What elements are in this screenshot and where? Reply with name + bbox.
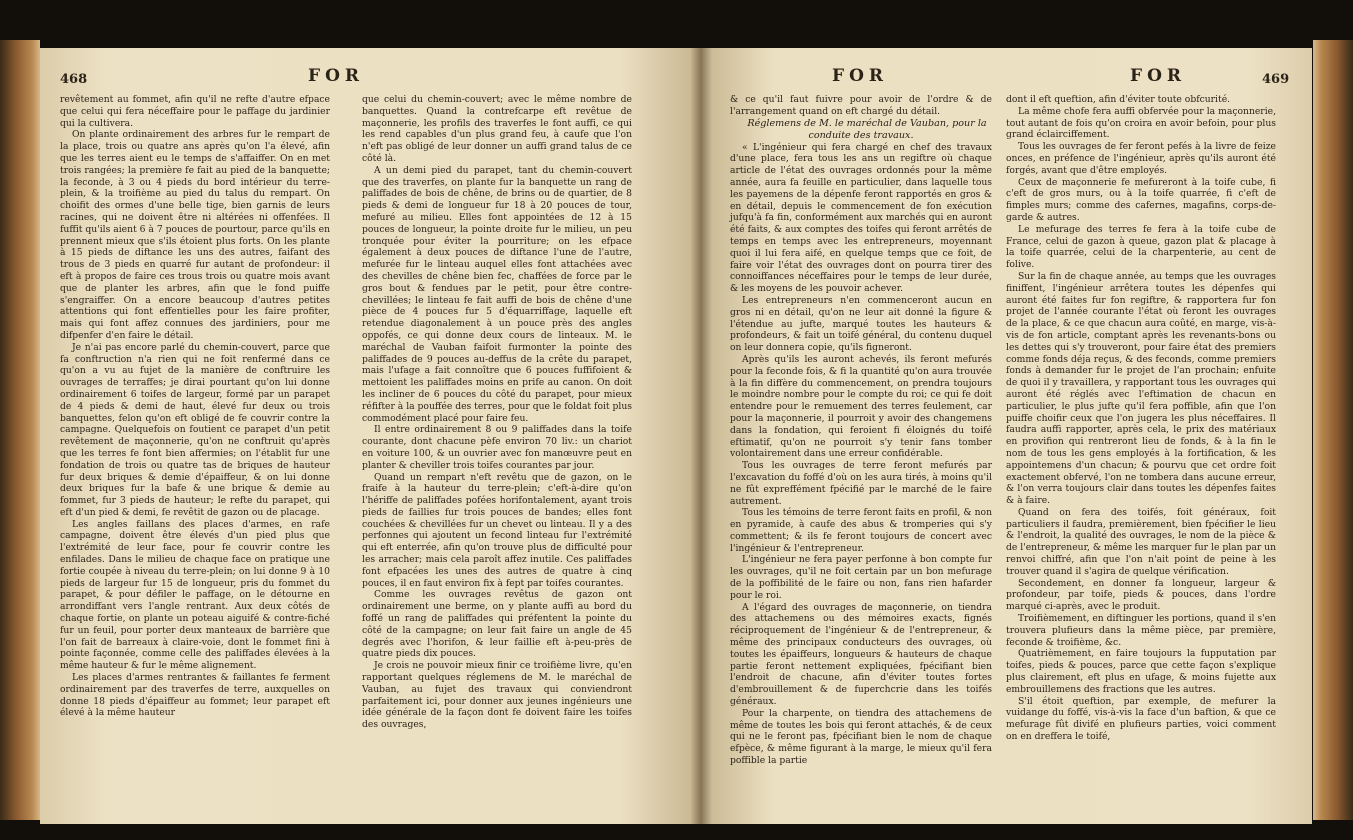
paragraph: Les places d'armes rentrantes & faillantes fe ferment ordinairement par des traverfes de terre, auxquelles on donne 18 pieds d'épaiffeur au fommet; leur parapet eft élevé à la même hauteur: [60, 672, 330, 719]
paragraph: Quand un rempart n'eft revêtu que de gazon, on le fraife à la hauteur du terre-plein; c'eft-à-dire qu'on l'hériffe de paliffades pofées horifontalement, ayant trois pieds de faillies fur trois pouces de bandes; elles font couchées & chevillées fur un chevet ou linteau. Il y a des perfonnes qui ajoutent un fecond linteau fur l'extrémité qui eft enterrée, afin qu'on trouve plus de difficulté pour les arracher; mais cela paroît affez inutile. Ces paliffades font efpacées les unes des autres de quatre à cinq pouces, il en faut environ fix à fept par toifes courantes.: [362, 471, 632, 589]
paragraph: Le mefurage des terres fe fera à la toife cube de France, celui de gazon à queue, gazon plat & placage à la toife quarrée, celui de la charpenterie, au cent de folive.: [1006, 223, 1276, 271]
book-gutter: [690, 48, 712, 824]
paragraph: A un demi pied du parapet, tant du chemin-couvert que des traverfes, on plante fur la banquette un rang de paliffades de bois de chêne, de brins ou de quartier, de 8 pieds & demi de longueur fur 18 à 20 pouces de tour, mefuré au milieu. Elles font appointées de 12 à 15 pouces de longueur, la pointe droite fur le milieu, un peu tronquée pour éviter la pourriture; on les efpace également à deux pouces de diftance l'une de l'autre, mefurée fur le linteau auquel elles font attachées avec des chevilles de chêne bien fec, chaffées de force par le gros bout & fendues par le petit, pour être contre-chevillées; le linteau fe fait auffi de bois de chêne d'une pièce de 4 pouces fur 5 d'équarriffage, laquelle eft retendue diagonalement à un pouce près des angles oppofés, ce qui donne deux cours de linteaux. M. le maréchal de Vauban faifoit furmonter la pointe des paliffades de 9 pouces au-deffus de la crête du parapet, mais l'ufage a fait connoître que 6 pouces fuffifoient & mettoient les paliffades moins en prife au canon. On doit les incliner de 6 pouces du côté du parapet, pour mieux réfifter à la pouffée des terres, pour que le foldat foit plus commodément placé pour faire feu.: [362, 164, 632, 424]
paragraph: La même chofe fera auffi obfervée pour la maçonnerie, tout autant de fois qu'on croira en avoir befoin, pour plus grand éclairciffement.: [1006, 105, 1276, 141]
paragraph: Quand on fera des toifés, foit généraux, foit particuliers il faudra, premièrement, bien fpécifier le lieu & l'endroit, la qualité des ouvrages, le nom de la pièce & de l'entrepreneur, & même les marquer fur le plan par un renvoi chiffré, afin que l'on n'ait point de peine à les trouver quand il s'agira de quelque vérification.: [1006, 506, 1276, 577]
paragraph: Tous les ouvrages de terre feront mefurés par l'excavation du foffé d'où on les aura tirés, à moins qu'il ne fût expreffément fpécifié par le marché de le faire autrement.: [730, 460, 992, 507]
left-page-edges: [0, 40, 40, 820]
running-header-right-2: FOR: [1130, 66, 1187, 86]
paragraph: Sur la fin de chaque année, au temps que les ouvrages finiffent, l'ingénieur arrêtera toutes les dépenfes qui auront été faites fur fon regiftre, & rapportera fur fon projet de l'année courante l'état où feront les ouvrages de la place, & ce que chacun aura coûté, en marge, vis-à-vis de fon article, comptant après les revenants-bons ou les dettes qui s'y trouveront, pour faire état des premiers comme fonds déja reçus, & des feconds, comme premiers fonds à demander fur le projet de l'an prochain; enfuite de quoi il y travaillera, y rapportant tous les ouvrages qui auront été réglés avec l'eftimation de chacun en particulier, le plus jufte qu'il fera poffible, afin que l'on puiffe choifir ceux que l'on jugera les plus néceffaires. Il faudra auffi rapporter, après cela, le prix des matériaux en provifion qui rentreront lieu de fonds, & à la fin le nom de tous les gens employés à la fortification, & les appointemens d'un chacun; & pourvu que cet ordre foit exactement obfervé, l'on ne tombera dans aucune erreur, & l'on verra toujours clair dans toutes les dépenfes faites & à faire.: [1006, 270, 1276, 507]
paragraph: Après qu'ils les auront achevés, ils feront mefurés pour la feconde fois, & fi la quantité qu'on aura trouvée à la fin diffère du commencement, on prendra toujours le moindre nombre pour le compte du roi; ce qui fe doit entendre pour le remuement des terres feulement, car pour la maçonnerie, il pourroit y avoir des changemens dans la fondation, qui feroient fi éloignés du toifé eftimatif, qu'on ne pourroit s'y tenir fans tomber volontairement dans une erreur confidérable.: [730, 353, 992, 460]
paragraph: Les angles faillans des places d'armes, en rafe campagne, doivent être élevés d'un pied plus que l'extrémité de leur face, pour fe couvrir contre les enfilades. Dans le milieu de chaque face on pratique une fortie coupée à niveau du terre-plein; on lui donne 9 à 10 pieds de largeur fur 15 de longueur, pris du fommet du parapet, & pour défiler le paffage, on le détourne en arrondiffant vers l'angle rentrant. Aux deux côtés de chaque fortie, on plante un poteau aiguifé & contre-fiché fur un feuil, pour porter deux manteaux de barrière que l'on fait de barreaux à claire-voie, dont le fommet fini à pointe façonnée, comme celle des paliffades élevées à la même hauteur & fur le même alignement.: [60, 518, 330, 672]
page-number-right: 469: [1262, 72, 1290, 87]
paragraph: Il entre ordinairement 8 ou 9 paliffades dans la toife courante, dont chacune pèfe environ 70 liv.: un chariot en voiture 100, & un ouvrier avec fon manœuvre peut en planter & cheviller trois toifes courantes par jour.: [362, 424, 632, 471]
paragraph: & ce qu'il faut fuivre pour avoir de l'ordre & de l'arrangement quand on eft chargé du détail.: [730, 94, 992, 117]
right-page-edges: [1313, 40, 1353, 820]
paragraph: « L'ingénieur qui fera chargé en chef des travaux d'une place, fera tous les ans un regiftre où chaque article de l'état des ouvrages ordonnés pour la même année, aura fa feuille en particulier, dans laquelle tous les payemens de la dépenfe feront rapportés en gros & en détail, depuis le commencement de fon exécution jufqu'à fa fin, conformément aux marchés qui en auront été faits, & aux comptes des toifes qui feront arrêtés de temps en temps avec les entrepreneurs, moyennant quoi il lui fera aifé, en quelque temps que ce foit, de faire voir l'état des ouvrages dont on pourra tirer des connoiffances néceffaires pour le temps de leur durée, & les moyens de les pouvoir achever.: [730, 141, 992, 295]
paragraph: Ceux de maçonnerie fe mefureront à la toife cube, fi c'eft de gros murs, ou à la toife quarrée, fi c'eft de fimples murs; comme des cafernes, magafins, corps-de-garde & autres.: [1006, 176, 1276, 223]
paragraph: dont il eft queftion, afin d'éviter toute obfcurité.: [1006, 94, 1231, 105]
paragraph: Pour la charpente, on tiendra des attachemens de même de toutes les bois qui feront attachés, & de ceux qui ne le feront pas, fpécifiant bien le nom de chaque efpèce, & même figurant à la marge, le mieux qu'il fera poffible la partie: [730, 707, 992, 767]
section-title: Réglemens de M. le maréchal de Vauban, pour la conduite des travaux.: [747, 117, 987, 141]
paragraph: Comme les ouvrages revêtus de gazon ont ordinairement une berme, on y plante auffi au bord du foffé un rang de paliffades qui préfentent la pointe du côté de la campagne; on leur fait faire un angle de 45 degrés avec l'horifon, & leur faillie eft à-peu-près de quatre pieds dix pouces.: [362, 589, 632, 660]
paragraph: Tous les témoins de terre feront faits en profil, & non en pyramide, à caufe des abus & tromperies qui s'y commettent; & ils fe feront toujours de concert avec l'ingénieur & l'entrepreneur.: [730, 507, 992, 554]
paragraph: Tous les ouvrages de fer feront pefés à la livre de feize onces, en préfence de l'ingénieur, après qu'ils auront été forgés, avant que d'être employés.: [1006, 141, 1276, 176]
paragraph: que celui du chemin-couvert; avec le même nombre de banquettes. Quand la contrefcarpe eft revêtue de maçonnerie, les profils des traverfes le font auffi, ce qui les rend capables d'un plus grand feu, à caufe que l'on n'eft pas obligé de leur donner un auffi grand talus de ce côté là.: [362, 94, 632, 164]
paragraph: Troifièmement, en diftinguer les portions, quand il s'en trouvera plufieurs dans la même pièce, par première, feconde & troifième, &c.: [1006, 613, 1276, 648]
running-header-right-1: FOR: [832, 66, 889, 86]
paragraph: On plante ordinairement des arbres fur le rempart de la place, trois ou quatre ans après qu'on l'a élevé, afin que les terres aient eu le temps de s'affaiffer. On en met trois rangées; la première fe fait au pied de la banquette; la feconde, à 3 ou 4 pieds du bord intérieur du terre-plein, & la troifième au pied du talus du rempart. On choifit des ormes d'une belle tige, bien garnis de leurs racines, qui ne doivent être ni altérées ni offenfées. Il fuffit qu'ils aient 6 à 7 pouces de pourtour, parce qu'ils en prennent mieux que s'ils étoient plus forts. On les plante à 15 pieds de diftance les uns des autres, faifant des trous de 3 pieds en quarré fur autant de profondeur: il eft à propos de faire ces trous trois ou quatre mois avant que de planter les arbres, afin que le fond puiffe s'engraiffer. On a encore beaucoup d'autres petites attentions qui font effentielles pour les faire profiter, mais qui font affez connues des jardiniers, pour me difpenfer d'en faire le détail.: [60, 129, 330, 341]
paragraph: Je n'ai pas encore parlé du chemin-couvert, parce que fa conftruction n'a rien qui ne foit renfermé dans ce qu'on a vu au fujet de la manière de conftruire les ouvrages de terraffes; je dirai pourtant qu'on lui donne ordinairement 6 toifes de largeur, formé par un parapet de 4 pieds & demi de haut, élevé fur deux ou trois banquettes, felon qu'on eft obligé de fe couvrir contre la campagne. Quelquefois on foutient ce parapet d'un petit revêtement de maçonnerie, qu'on ne conftruit qu'après que les terres fe font bien affermies; on l'établit fur une fondation de trois ou quatre tas de briques de hauteur fur deux briques & demie d'épaiffeur, & on lui donne deux briques fur la bafe & une brique & demie au fommet, fur 3 pieds de hauteur; le refte du parapet, qui eft d'un pied & demi, fe revêtit de gazon ou de placage.: [60, 341, 330, 518]
paragraph: A l'égard des ouvrages de maçonnerie, on tiendra des attachemens ou des mémoires exacts, fignés réciproquement de l'ingénieur & de l'entrepreneur, & même des principaux conducteurs des ouvrages, où toutes les épaiffeurs, longueurs & hauteurs de chaque partie feront nettement expliquées, fpécifiant bien l'endroit de chacune, afin d'éviter toutes fortes d'embrouillement & de fuperchcrie dans les toifés généraux.: [730, 601, 992, 708]
right-page: [700, 48, 1312, 824]
left-column-2: [362, 94, 632, 731]
running-header-left: FOR: [308, 66, 365, 86]
paragraph: S'il étoit queftion, par exemple, de mefurer la vuidange du foffé, vis-à-vis la face d'un baftion, & que ce mefurage fût divifé en plufieurs parties, voici comment on en dreffera le toifé,: [1006, 695, 1276, 743]
page-number-left: 468: [60, 72, 88, 87]
right-column-2: [1006, 94, 1276, 743]
paragraph: Les entrepreneurs n'en commenceront aucun en gros ni en détail, qu'on ne leur ait donné la figure & l'étendue au jufte, marqué toutes les hauteurs & profondeurs, & fait un toifé général, du contenu duquel on leur donnera copie, qu'ils figneront.: [730, 294, 992, 354]
paragraph: Secondement, en donner fa longueur, largeur & profondeur, par toife, pieds & pouces, dans l'ordre marqué ci-après, avec le produit.: [1006, 577, 1276, 613]
left-column-1: [60, 94, 330, 719]
paragraph: revêtement au fommet, afin qu'il ne refte d'autre efpace que celui qui fera néceffaire pour le paffage du jardinier qui la cultivera.: [60, 94, 330, 129]
right-column-1: [730, 94, 992, 767]
paragraph: Quatrièmement, en faire toujours la fupputation par toifes, pieds & pouces, parce que cette façon s'explique plus clairement, eft plus en ufage, & moins fujette aux embrouillemens des fractions que les autres.: [1006, 648, 1276, 695]
paragraph: L'ingénieur ne fera payer perfonne à bon compte fur les ouvrages, qu'il ne foit certain par un bon mefurage de la poffibilité de le faire ou non, fans rien hafarder pour le roi.: [730, 554, 992, 601]
paragraph: Je crois ne pouvoir mieux finir ce troifième livre, qu'en rapportant quelques réglemens de M. le maréchal de Vauban, au fujet des travaux qui conviendront parfaitement ici, pour donner aux jeunes ingénieurs une idée générale de la façon dont fe doivent faire les toifes des ouvrages,: [362, 660, 632, 731]
left-page: [40, 48, 700, 824]
